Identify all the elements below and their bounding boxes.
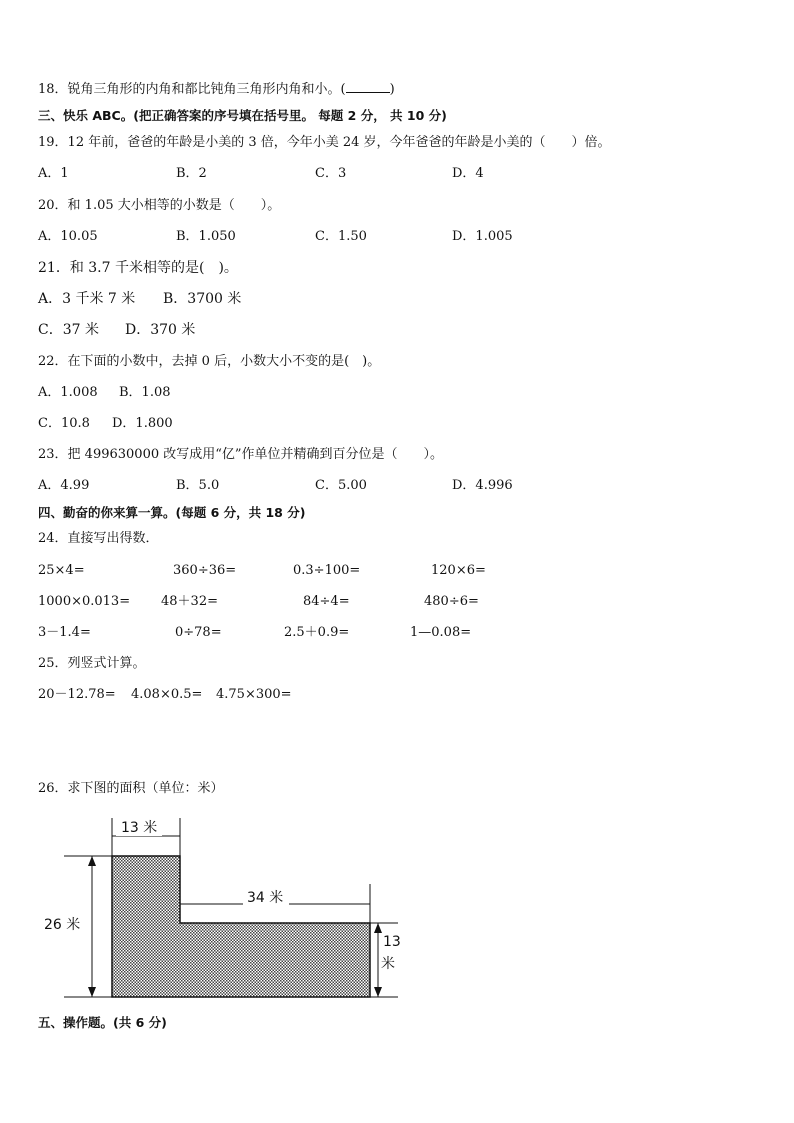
l-shape-area-figure [40,812,410,1007]
calc-item: 2.5＋0.9= [284,625,350,640]
right-height-unit: 米 [381,956,395,972]
q23-option-c[interactable]: C．5.00 [315,478,367,493]
calc-item: 360÷36= [173,563,237,578]
q23-option-a[interactable]: A．4.99 [38,478,90,493]
q20-option-b[interactable]: B．1.050 [176,229,236,244]
right-height-number: 13 [383,934,401,950]
calc-item: 3－1.4= [38,625,91,640]
q19-option-c[interactable]: C．3 [315,166,347,181]
vertical-calc-item: 4.75×300= [216,687,292,702]
left-height-label: 26 米 [44,917,81,933]
question-20: 20．和 1.05 大小相等的小数是（ ）。 [38,198,281,213]
l-shape [112,856,370,997]
middle-width-label: 34 米 [247,890,284,906]
q20-option-c[interactable]: C．1.50 [315,229,367,244]
calc-item: 1000×0.013= [38,594,131,609]
q19-option-a[interactable]: A．1 [38,166,69,181]
calc-item: 120×6= [431,563,486,578]
question-26: 26．求下图的面积（单位：米） [38,781,224,796]
question-18 [38,80,395,99]
q21-option-a[interactable]: A．3 千米 7 米 [38,291,136,307]
calc-item: 480÷6= [424,594,479,609]
answer-blank[interactable] [346,80,390,93]
question-21: 21．和 3.7 千米相等的是( )。 [38,260,238,276]
calc-item: 25×4= [38,563,85,578]
section-3-heading: 三、快乐 ABC。(把正确答案的序号填在括号里。 每题 2 分， 共 10 分) [38,108,447,123]
question-23: 23．把 499630000 改写成用“亿”作单位并精确到百分位是（ ）。 [38,447,444,462]
calc-item: 1—0.08= [410,625,472,640]
q22-option-c[interactable]: C．10.8 [38,416,90,431]
question-22: 22．在下面的小数中，去掉 0 后，小数大小不变的是( )。 [38,354,381,369]
q21-option-b[interactable]: B．3700 米 [163,291,242,307]
question-18-text: 18．锐角三角形的内角和都比钝角三角形内角和小。( [38,82,346,97]
q22-option-d[interactable]: D．1.800 [112,416,173,431]
question-18-close: ) [389,82,395,97]
calc-item: 48＋32= [161,594,218,609]
question-25: 25．列竖式计算。 [38,656,146,671]
section-4-heading: 四、勤奋的你来算一算。(每题 6 分，共 18 分) [38,505,306,520]
q20-option-a[interactable]: A．10.05 [38,229,98,244]
section-5-heading: 五、操作题。(共 6 分) [38,1015,167,1030]
q21-option-c[interactable]: C．37 米 [38,322,99,338]
q20-option-d[interactable]: D．1.005 [452,229,513,244]
q19-option-b[interactable]: B．2 [176,166,207,181]
question-19: 19．12 年前，爸爸的年龄是小美的 3 倍，今年小美 24 岁，今年爸爸的年龄是小美的（ ）倍。 [38,135,611,150]
calc-item: 0÷78= [175,625,222,640]
question-24: 24．直接写出得数． [38,531,159,546]
q23-option-d[interactable]: D．4.996 [452,478,513,493]
calc-item: 0.3÷100= [293,563,361,578]
vertical-calc-item: 4.08×0.5= [131,687,203,702]
vertical-calc-item: 20－12.78= [38,687,116,702]
calc-item: 84÷4= [303,594,350,609]
q22-option-a[interactable]: A．1.008 [38,385,98,400]
q21-option-d[interactable]: D．370 米 [125,322,196,338]
top-width-label: 13 米 [121,820,158,836]
q22-option-b[interactable]: B．1.08 [119,385,171,400]
q23-option-b[interactable]: B．5.0 [176,478,220,493]
q19-option-d[interactable]: D．4 [452,166,484,181]
